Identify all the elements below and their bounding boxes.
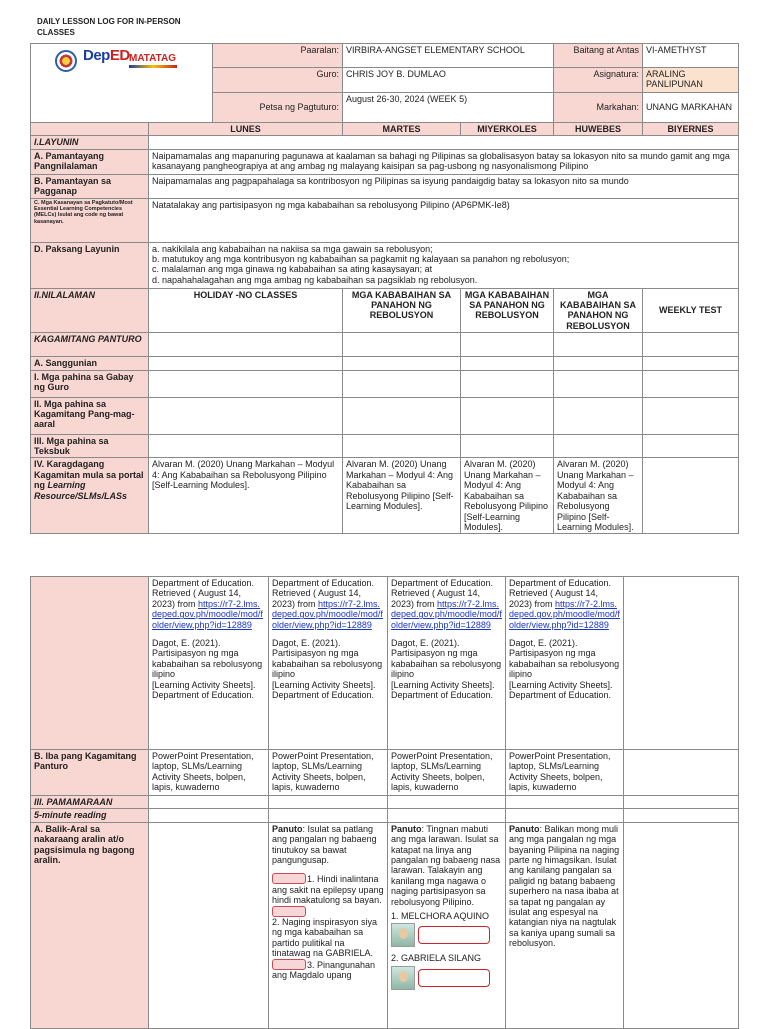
martes-question-2 (272, 906, 384, 959)
deped-lms-link[interactable]: https://r7-2.lms.deped.gov.ph/moodle/mod/folder/view.php?id=12889 (152, 598, 263, 630)
day-header-lunes: LUNES (149, 123, 343, 136)
panuto-label: Panuto (272, 823, 303, 834)
deped-logo: DepED (83, 47, 130, 64)
layunin-heading-blank (149, 136, 739, 149)
cell-blank (269, 796, 388, 809)
cell-blank (149, 809, 269, 822)
cell-blank (343, 357, 461, 370)
miyerkoles-name-2: 2. GABRIELA SILANG (391, 953, 482, 964)
karagdagang-kagamitan-label (31, 458, 149, 534)
paksang-layunin-list (149, 242, 739, 288)
paksang-layunin-item: b. matutukoy ang mga kontribusyon ng kababaihan sa pagkamit ng kalayaan sa panahon ng rebolusyon; (152, 254, 570, 265)
cell-blank (343, 370, 461, 397)
cell-blank (343, 434, 461, 458)
iba-pang-kagamitan-text: PowerPoint Presentation, laptop, SLMs/Learning Activity Sheets, bolpen, lapis, kuwaderno (506, 750, 624, 796)
dll-top-table (30, 17, 739, 534)
dll-continued-table (30, 576, 739, 1029)
cell-blank (149, 796, 269, 809)
miyerkoles-answer-row-1 (391, 923, 502, 947)
sanggunian-label: A. Sanggunian (31, 357, 149, 370)
paksang-layunin-item: a. nakikilala ang kababaihan na nakiisa sa mga gawain sa rebolusyon; (152, 243, 433, 254)
pamantayang-pangnilalaman-label: A. Pamantayang Pangnilalaman (31, 149, 149, 174)
baitang-label: Baitang at Antas (554, 44, 643, 68)
kagamitang-pang-mag-aaral-label: II. Mga pahina sa Kagamitang Pang-mag-aaral (31, 397, 149, 434)
answer-blank[interactable] (272, 959, 306, 970)
cell-blank (624, 577, 739, 750)
cell-blank (461, 434, 554, 458)
paksang-layunin-label: D. Paksang Layunin (31, 242, 149, 288)
pamantayan-pagganap-label: B. Pamantayan sa Pagganap (31, 174, 149, 198)
ref-cell-miyerkoles (388, 577, 506, 750)
deped-lms-link[interactable]: https://r7-2.lms.deped.gov.ph/moodle/mod/folder/view.php?id=12889 (509, 598, 620, 630)
martes-question-1 (272, 873, 384, 905)
ref-cell-martes (269, 577, 388, 750)
pamantayan-pagganap-text: Naipamamalas ang pagpapahalaga sa kontribosyon ng Pilipinas sa isyung pandaigdig batay sa lokasyon nito sa mundo (149, 174, 739, 198)
cell-blank (388, 796, 506, 809)
pamamaraan-heading: III. PAMAMARAAN (31, 796, 149, 809)
deped-ref-text: Department of Education. Retrieved ( August 14, 2023) from (509, 578, 612, 609)
cell-blank (149, 397, 343, 434)
martes-question-3-text: 3. Pinangunahan ang Magdalo upang (272, 959, 376, 981)
markahan-label: Markahan: (554, 93, 643, 123)
martes-question-3 (272, 959, 384, 981)
matatag-logo-stripe (129, 65, 177, 68)
cell-blank (269, 809, 388, 822)
nilalaman-lunes: HOLIDAY -NO CLASSES (149, 288, 343, 333)
paaralan-label: Paaralan: (213, 44, 343, 68)
paksang-layunin-item: d. napahahalagahan ang mga ambag ng kababaihan sa pagsiklab ng rebolusyon. (152, 274, 478, 285)
cell-blank (506, 796, 624, 809)
deped-lms-link[interactable]: https://r7-2.lms.deped.gov.ph/moodle/mod/folder/view.php?id=12889 (272, 598, 383, 630)
miyerkoles-panuto-text: : Tingnan mabuti ang mga larawan. Isulat sa katapat na linya ang pangalan ng babaeng nasa larawan. Talakayin ang kanilang mga nagawa o naging partisipasyon sa rebolusyong Pilipino. (391, 823, 501, 907)
cell-blank (461, 397, 554, 434)
miyerkoles-panuto (391, 824, 502, 907)
ref-cell-huwebes (506, 577, 624, 750)
cell-blank (554, 357, 643, 370)
deped-ref-text: Department of Education. Retrieved ( August 14, 2023) from (391, 578, 494, 609)
cell-blank (554, 397, 643, 434)
ref-alvaran: Alvaran M. (2020) Unang Markahan – Modyul 4: Ang Kababaihan sa Rebolusyong Pilipino [Self-Learning Modules]. (461, 458, 554, 534)
five-minute-reading-label: 5-minute reading (31, 809, 149, 822)
dagot-ref: Dagot, E. (2021). Partisipasyon ng mga kababaihan sa rebolusyong ilipino [Learning Activity Sheets]. Department of Education. (391, 638, 502, 701)
cell-blank (461, 370, 554, 397)
cell-blank (643, 333, 739, 357)
miyerkoles-answer-row-2 (391, 966, 502, 990)
nilalaman-miyerkoles: MGA KABABAIHAN SA PANAHON NG REBOLUSYON (461, 288, 554, 333)
answer-blank[interactable] (272, 873, 306, 884)
cell-blank (624, 796, 739, 809)
answer-blank[interactable] (272, 906, 306, 917)
day-header-martes: MARTES (343, 123, 461, 136)
ref-alvaran: Alvaran M. (2020) Unang Markahan – Modyul 4: Ang Kababaihan sa Rebolusyong Pilipino [Self-Learning Modules]. (343, 458, 461, 534)
matatag-logo: MATATAG (129, 53, 177, 64)
cell-blank (149, 333, 343, 357)
deped-ref-text: Department of Education. Retrieved ( August 14, 2023) from (272, 578, 375, 609)
balik-aral-lunes (149, 822, 269, 1028)
balik-aral-huwebes (506, 822, 624, 1028)
iba-pang-kagamitan-text: PowerPoint Presentation, laptop, SLMs/Learning Activity Sheets, bolpen, lapis, kuwaderno (149, 750, 269, 796)
dll-title: DAILY LESSON LOG FOR IN-PERSON CLASSES (37, 17, 181, 37)
layunin-heading: I.LAYUNIN (31, 136, 149, 149)
cell-blank (643, 370, 739, 397)
ref-alvaran: Alvaran M. (2020) Unang Markahan – Modyul 4: Ang Kababaihan sa Rebolusyong Pilipino [Self-Learning Modules]. (149, 458, 343, 534)
panuto-label: Panuto (391, 823, 422, 834)
guro-value: CHRIS JOY B. DUMLAO (343, 68, 554, 93)
deped-lms-link[interactable]: https://r7-2.lms.deped.gov.ph/moodle/mod/folder/view.php?id=12889 (391, 598, 502, 630)
day-header-biyernes: BIYERNES (643, 123, 739, 136)
nilalaman-heading: II.NILALAMAN (31, 288, 149, 333)
paksang-layunin-item: c. malalaman ang mga ginawa ng kababaihan sa ating kasaysayan; at (152, 264, 433, 275)
cell-blank (554, 370, 643, 397)
balik-aral-martes (269, 822, 388, 1028)
huwebes-panuto-text: : Balikan mong muli ang mga pangalan ng mga bayaning Pilipina na naging parte ng himagsikan. Isulat ang kanilang pangalan sa paligid ng batang babaeng superhero na nasa ibaba at sa tapat ng pangalan ay isulat ang espesyal na katangian niya na nagtulak sa kaniya upang sumali sa rebolusyon. (509, 823, 620, 949)
day-header-blank (31, 123, 149, 136)
iba-pang-kagamitan-text: PowerPoint Presentation, laptop, SLMs/Learning Activity Sheets, bolpen, lapis, kuwaderno (269, 750, 388, 796)
martes-question-1-text: 1. Hindi inalintana ang sakit na epilepsy upang hindi makatulong sa bayan. (272, 874, 384, 906)
answer-box[interactable] (418, 926, 490, 944)
melc-text: Natatalakay ang partisipasyon ng mga kababaihan sa rebolusyong Pilipino (AP6PMK-Ie8) (149, 198, 739, 242)
cell-blank (643, 434, 739, 458)
martes-question-2-text: 2. Naging inspirasyon siya ng mga kababaihan sa partido pulitikal na tinatawag na GABRIELA. (272, 917, 378, 959)
cell-blank (643, 397, 739, 434)
guro-label: Guro: (213, 68, 343, 93)
balik-aral-label: A. Balik-Aral sa nakaraang aralin at/o pagsisimula ng bagong aralin. (31, 822, 149, 1028)
answer-box[interactable] (418, 969, 490, 987)
nilalaman-biyernes: WEEKLY TEST (643, 288, 739, 333)
cell-blank (388, 809, 506, 822)
dagot-ref: Dagot, E. (2021). Partisipasyon ng mga kababaihan sa rebolusyong ilipino [Learning Activity Sheets]. Department of Education. (509, 638, 620, 701)
cell-blank (643, 357, 739, 370)
cell-blank (624, 809, 739, 822)
asignatura-label: Asignatura: (554, 68, 643, 93)
deped-seal-icon (55, 50, 77, 72)
header-logo-cell (31, 17, 213, 123)
martes-panuto (272, 824, 384, 866)
cell-blank (554, 333, 643, 357)
markahan-value: UNANG MARKAHAN (643, 93, 739, 123)
nilalaman-huwebes: MGA KABABAIHAN SA PANAHON NG REBOLUSYON (554, 288, 643, 333)
asignatura-value: ARALING PANLIPUNAN (643, 68, 739, 93)
cell-blank (343, 397, 461, 434)
cell-blank (624, 750, 739, 796)
cell-blank (149, 370, 343, 397)
gabay-guro-label: I. Mga pahina sa Gabay ng Guro (31, 370, 149, 397)
cell-blank (343, 333, 461, 357)
paaralan-value: VIRBIRA-ANGSET ELEMENTARY SCHOOL (343, 44, 554, 68)
deped-ref-text: Department of Education. Retrieved ( August 14, 2023) from (152, 578, 255, 609)
ref-cell-lunes (149, 577, 269, 750)
teksbuk-label: III. Mga pahina sa Teksbuk (31, 434, 149, 458)
balik-aral-biyernes (624, 822, 739, 1028)
cell-blank (506, 809, 624, 822)
iba-pang-kagamitan-label: B. Iba pang Kagamitang Panturo (31, 750, 149, 796)
karagdagang-label-b: Learning Resource/SLMs/LASs (34, 480, 128, 501)
karagdagang-label-a: IV. Karagdagang Kagamitan mula sa portal ng (34, 459, 144, 491)
melc-label: C. Mga Kasanayan sa Pagkatuto/Most Essential Learning Competencies (MELCs) Isulat ang code ng bawat kasanayan. (31, 198, 149, 242)
cell-blank (149, 357, 343, 370)
panuto-label: Panuto (509, 823, 540, 834)
petsa-value: August 26-30, 2024 (WEEK 5) (343, 93, 554, 123)
cell-blank (461, 357, 554, 370)
dagot-ref: Dagot, E. (2021). Partisipasyon ng mga kababaihan sa rebolusyong ilipino [Learning Activity Sheets]. Department of Education. (272, 638, 383, 701)
pamantayang-pangnilalaman-text: Naipamamalas ang mapanuring pagunawa at kaalaman sa bahagi ng Pilipinas sa globalisasyon batay sa lokasyon nito sa mundo gamit ang mga kasanayang pangheograpiya at ang ambag ng malayang kaisipan sa pag-usbong ng nasyonalismong Pilipino (149, 149, 739, 174)
gabriela-silang-portrait (391, 966, 415, 990)
cell-blank (149, 434, 343, 458)
kagamitan-heading: KAGAMITANG PANTURO (31, 333, 149, 357)
martes-panuto-text: : Isulat sa patlang ang pangalan ng babaeng tinutukoy sa bawat pangungusap. (272, 823, 377, 866)
baitang-value: VI-AMETHYST (643, 44, 739, 68)
huwebes-panuto (509, 824, 620, 949)
cell-blank (461, 333, 554, 357)
balik-aral-miyerkoles (388, 822, 506, 1028)
dagot-ref: Dagot, E. (2021). Partisipasyon ng mga kababaihan sa rebolusyong ilipino [Learning Activity Sheets]. Department of Education. (152, 638, 263, 701)
miyerkoles-name-1: 1. MELCHORA AQUINO (391, 911, 490, 922)
day-header-miyerkoles: MIYERKOLES (461, 123, 554, 136)
petsa-label: Petsa ng Pagtuturo: (213, 93, 343, 123)
ref-alvaran: Alvaran M. (2020) Unang Markahan – Modyul 4: Ang Kababaihan sa Rebolusyong Pilipino [Self-Learning Modules]. (554, 458, 643, 534)
iba-pang-kagamitan-text: PowerPoint Presentation, laptop, SLMs/Learning Activity Sheets, bolpen, lapis, kuwaderno (388, 750, 506, 796)
nilalaman-martes: MGA KABABAIHAN SA PANAHON NG REBOLUSYON (343, 288, 461, 333)
melchora-aquino-portrait (391, 923, 415, 947)
cell-blank (643, 458, 739, 534)
references-label-blank (31, 577, 149, 750)
cell-blank (554, 434, 643, 458)
day-header-huwebes: HUWEBES (554, 123, 643, 136)
